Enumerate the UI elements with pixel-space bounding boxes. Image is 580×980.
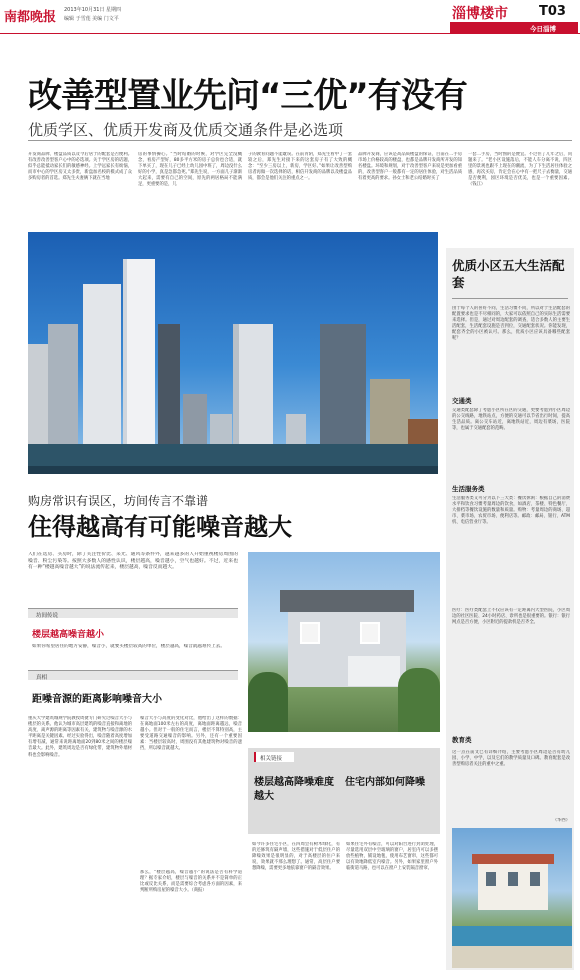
lead-subheadline: 优质学区、优质开发商及优质交通条件是必选项 (28, 121, 344, 139)
link1-heading (254, 776, 334, 804)
link1-text: 如今许多住宅小区，在四周会有树木绿化，有的还修筑有隔声墙，这些措施对于低层住户的降噪效果是很明显的，对于高楼层的住户来说，效果就不那么理想了。通常，高层住户要想降噪，需要更多地依靠窗户的隔音效果。 (252, 842, 340, 872)
sidebar-rule (452, 298, 568, 299)
sidebar-author: （华西） (552, 818, 570, 823)
sidebar-section-title: 生活服务类 (452, 485, 485, 493)
link2-heading-text: 住宅内部如何降噪 (345, 777, 425, 788)
sidebar-section-title: 教育类 (452, 736, 472, 744)
story2-kicker: 购房常识有误区，坊间传言不靠谱 (28, 494, 209, 508)
story2-headline: 住得越高有可能噪音越大 (28, 513, 292, 541)
page-number: T03 (539, 4, 566, 19)
links-tag (254, 752, 294, 762)
sub2-heading: 距噪音源的距离影响噪音大小 (32, 694, 162, 705)
lead-headline: 改善型置业先问“三优”有没有 (28, 76, 467, 116)
tag-truth (28, 670, 238, 680)
links-tag-label: 相关链接 (260, 755, 283, 762)
tag-truth-label: 真相 (36, 674, 48, 681)
lead-column: 一套二手房，当时图的是便宜。不过住了几年之后，问题来了。“老小区设施落后，不能人车分离不说，四区里的景观也跟不上现在的潮流，为了下生活居住体验之感，再次买房，肯定会在心中有一把尺子去衡量，交通是否便利，园区环境是否优美，也是一个重要因素。（钱江） (468, 152, 572, 188)
sidebar-heading (452, 257, 570, 291)
lead-column: 房的事情操心。“当时结婚的时候，对学区完全没概念，看房产型好，80多平方米的房子总价也合适，就下单买了，现在儿子已经上幼儿园中班了，周边没什么好的小学，真是急都急死。”郑先生说，一方面儿子渐渐大起来，需要有自己的空间，原先的两居格局不能满足，更重要的是，儿 (138, 152, 242, 188)
paper-logo: 南都晚报 (4, 10, 57, 25)
lead-rule (28, 140, 572, 141)
issue-date: 2013年10月31日 星期四 (64, 7, 122, 13)
sub1-text: 如果你希望居住的地方安静，噪音小，就要买楼层较高的单位，楼层越高，噪音就越难传上去。 (32, 644, 225, 649)
sidebar-section-text: 这一点在前文已有详细介绍，主要考虑小区周边是否有幼儿园、小学、中学，以及它们的教学质量及口碑。教育配套是改善型购房者关注的重中之重。 (452, 750, 570, 768)
house-photo (248, 552, 440, 732)
story2-column: 那么，“楼层越高，噪音越小”的说法是否有科学道理？据专家介绍，楼层与噪音的关系并不是简单的正比或反比关系，而是需要综合考虑各方面的因素，来判断所购房屋的噪音大小。（商报） (140, 870, 242, 894)
story2-intro: 人们在选房、买房时，除了关注性价比、采光、通风等条件外，越来越多的人开始重视楼房周围的噪音、粉尘污染等。按照大多数人的感性认识，楼层越高，噪音越小，空气也越好。不过，近来也有一种“楼越高噪音越大”的说法流传起来，楼层越高，噪音反而越大。 (28, 552, 238, 571)
masthead (0, 0, 580, 34)
section-sub: 今日淄博 (530, 24, 556, 33)
lead-column: 子的教育问题不能耽误。在前青阴，郑先生看中了一套较之后，郑先生对接下来的这套房子有了大致的概念：“至少三房以上，新房，学区好。”如果让改善型购房者再做一次选择的话，相信开发商的品牌以及楼盘品质，都会是他们关注的重点之一。 (248, 152, 352, 182)
tag-rumor (28, 608, 238, 618)
sidebar-intro: 由于每个人的喜好不同，生活习惯不同，所以对于生活配套的配置要求也是不尽相同的，大家可以依照自己的实际生活需要来选择。但是，通过对周边配套的调查，适合多数人的主要生活配套，生活配套设施是否到位，交通配套状况。你能发现，配套齐全的小区被认可。那么，优质小区应该具备哪些配套呢？ (452, 306, 570, 342)
story2-column: 噪音大小与高度的变化对比，他给出了这样的数据：在离地面100米左右的高度，离地面距离越远，噪音越小。但对于一般的住宅而言，楼层不算特别高，主要受道路交通噪音的影响。另外，还有一个重要因素：当楼层较高时，周围没有其他建筑物对噪音的遮挡，所以噪音就越大。 (140, 716, 242, 752)
lead-column: 品牌开发商，应该是高品质楼盘的保证，目前在二手房市场上价格较高的楼盘，也都是品牌开发商所开发的知名楼盘。环境和规划，对于改善型客户来说是更加看重的，改善型客户一般都有一定的居住体验，对生活品质有着更高的要求。孙女士和老公结婚时买了 (358, 152, 462, 182)
link2-text: 如果住宅外有噪音，可以对阳台进行封闭处理，尽量选用双层中空玻璃的窗户，居室内可以多摆放些植物，铺设地毯，使用布艺窗帘，这些都可以有效地降低室内噪音。另外，如果家里窗户外临街道马路，也可以在窗户上安装隔音窗帘。 (346, 842, 438, 872)
section-sub-bar (450, 22, 578, 33)
sub1-heading: 楼层越高噪音越小 (32, 630, 105, 640)
sidebar-section-text: 生活服务类又可分为以下三大类：餐饮休闲：根据自己的消费水平和饮食习惯考量周边的饮食，如酒店、茶楼、特色餐厅、大排档等餐饮设施的数量和质量。购物：考量周边的商场、超市、菜市场、农贸市场、便利店等。邮政：邮局、银行、ATM机、电信营业厅等。 (452, 496, 570, 526)
sidebar-section-title: 交通类 (452, 397, 472, 405)
villa-photo (452, 828, 572, 968)
skyline-photo (28, 232, 438, 474)
story2-column: 重庆大学建筑城规学院教授周捷专门研究过噪音大小与楼层的关系。他认为城市高层建筑的噪音直接和离地的高度、离声源的距离等因素有关，建筑物与噪音源的水平距离是关键因素。经过实验得出，噪音随着高度增加有增有减，通常来说距离地面20到80米之间的楼层噪音最大。此外，建筑周边是否有绿化带，建筑物外墙材料也会影响噪音。 (28, 716, 132, 758)
section-title: 淄博楼市 (452, 6, 508, 22)
lead-column: 开发商品牌、楼盘品质以及今后居于的配套是否便利。有改善改善型客户心中的必选项。关于学区房的话题，似乎总能抵动家长们的敏感神经。上学远家长有烦恼，而市中心的学区房又太多贵，新盘加名校的模式成了众多购房者的首选。郑先生夫妻俩下就在当地 (28, 152, 132, 182)
editor-credit: 编辑 于雪莲 美编 门文平 (64, 16, 119, 22)
link1-heading-text: 楼层越高降噪难度越大 (254, 777, 334, 802)
link2-heading (345, 776, 425, 790)
sidebar-section-text: 交通类配套除了考虑小区所在区的交通，更要考虑到小区周边的公交线路，地铁站点，方便的交通可以节省出行时间，提高生活品质。离公交车站近，离地铁站近，周边有菜场，医院等，也属于交通配套的范畴。 (452, 408, 570, 432)
sidebar-section-text: 医疗：医疗类配套上不仅应该有一定距离内大型医院，小区周边的社区医院、24小时药店、诊所也是很重要的。银行：银行网点是否方便，小区附近的提款机是否齐全。 (452, 608, 570, 626)
tag-rumor-label: 坊间传说 (36, 612, 59, 619)
sidebar-heading-text: 优质小区五大生活配套 (452, 258, 565, 290)
